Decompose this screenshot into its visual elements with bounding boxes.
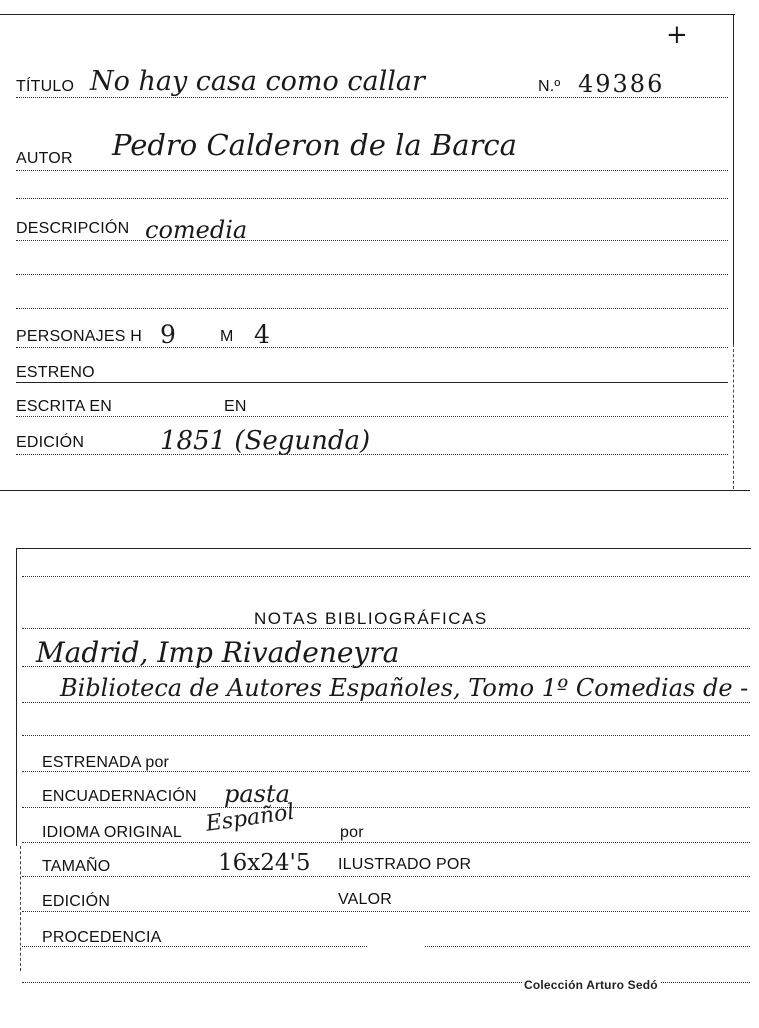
- autor-value: Pedro Calderon de la Barca: [112, 128, 517, 162]
- tamano-rule: [22, 876, 750, 877]
- edicion-label: EDICIÓN: [16, 434, 85, 451]
- idioma-rule: [22, 842, 750, 843]
- valor-label: VALOR: [338, 891, 393, 908]
- estrenada-label: ESTRENADA por: [42, 754, 170, 771]
- notes-rule-2: [22, 702, 750, 703]
- notes-line-2: Biblioteca de Autores Españoles, Tomo 1º Comedias de -: [60, 674, 749, 702]
- tamano-label: TAMAÑO: [42, 858, 111, 875]
- titulo-value: No hay casa como callar: [90, 66, 425, 97]
- personajes-h-value: 9: [160, 320, 176, 349]
- personajes-label: PERSONAJES H: [16, 328, 142, 345]
- edicion2-rule: [22, 911, 750, 912]
- descripcion-label: DESCRIPCIÓN: [16, 220, 130, 237]
- card2-left-edge: [16, 548, 17, 846]
- card-right-edge-faded: [733, 344, 734, 489]
- encuadernacion-label: ENCUADERNACIÓN: [42, 788, 197, 805]
- corner-mark: +: [666, 20, 688, 50]
- idioma-por-label: por: [340, 824, 364, 841]
- escrita-en-label: EN: [224, 398, 247, 415]
- heading-rule: [22, 628, 750, 629]
- notas-heading: NOTAS BIBLIOGRÁFICAS: [254, 609, 488, 628]
- autor-label: AUTOR: [16, 150, 73, 167]
- encuadernacion-value: pasta: [224, 780, 290, 808]
- idioma-value: Español: [204, 799, 296, 837]
- notes-rule-1: [22, 666, 750, 667]
- procedencia-rule: [22, 946, 367, 947]
- personajes-m-label: M: [220, 328, 234, 345]
- personajes-m-value: 4: [254, 320, 270, 349]
- numero-label: N.º: [538, 78, 561, 95]
- autor-rule: [16, 170, 728, 171]
- descripcion-rule-3: [16, 308, 728, 309]
- edicion-value: 1851 (Segunda): [160, 426, 371, 456]
- edicion2-label: EDICIÓN: [42, 893, 111, 910]
- descripcion-value: comedia: [145, 216, 248, 244]
- estreno-label: ESTRENO: [16, 364, 95, 381]
- escrita-rule: [16, 416, 728, 417]
- idioma-label: IDIOMA ORIGINAL: [42, 824, 182, 841]
- descripcion-rule: [16, 240, 728, 241]
- autor-rule-2: [16, 198, 728, 199]
- card2-top-edge: [16, 548, 751, 549]
- card-bottom-edge: [0, 490, 750, 491]
- card-right-edge: [733, 14, 734, 344]
- procedencia-rule-2: [425, 946, 750, 947]
- procedencia-label: PROCEDENCIA: [42, 929, 162, 946]
- titulo-label: TÍTULO: [16, 78, 75, 95]
- ilustrado-label: ILUSTRADO POR: [338, 856, 472, 873]
- card-top-edge: [0, 14, 735, 15]
- estreno-rule: [16, 382, 728, 383]
- card2-left-edge-faded: [20, 846, 21, 971]
- numero-value: 49386: [578, 70, 665, 98]
- estrenada-rule: [22, 771, 750, 772]
- coleccion-stamp: Colección Arturo Sedó: [524, 978, 658, 992]
- titulo-rule: [16, 97, 728, 98]
- tamano-value: 16x24'5: [218, 850, 311, 876]
- edicion-rule: [16, 454, 728, 455]
- personajes-rule: [16, 347, 728, 348]
- encuadernacion-rule: [22, 807, 750, 808]
- notes-rule-3: [22, 735, 750, 736]
- notes-line-1: Madrid, Imp Rivadeneyra: [36, 636, 400, 669]
- escrita-label: ESCRITA EN: [16, 398, 112, 415]
- descripcion-rule-2: [16, 274, 728, 275]
- card2-rule-0: [22, 576, 750, 577]
